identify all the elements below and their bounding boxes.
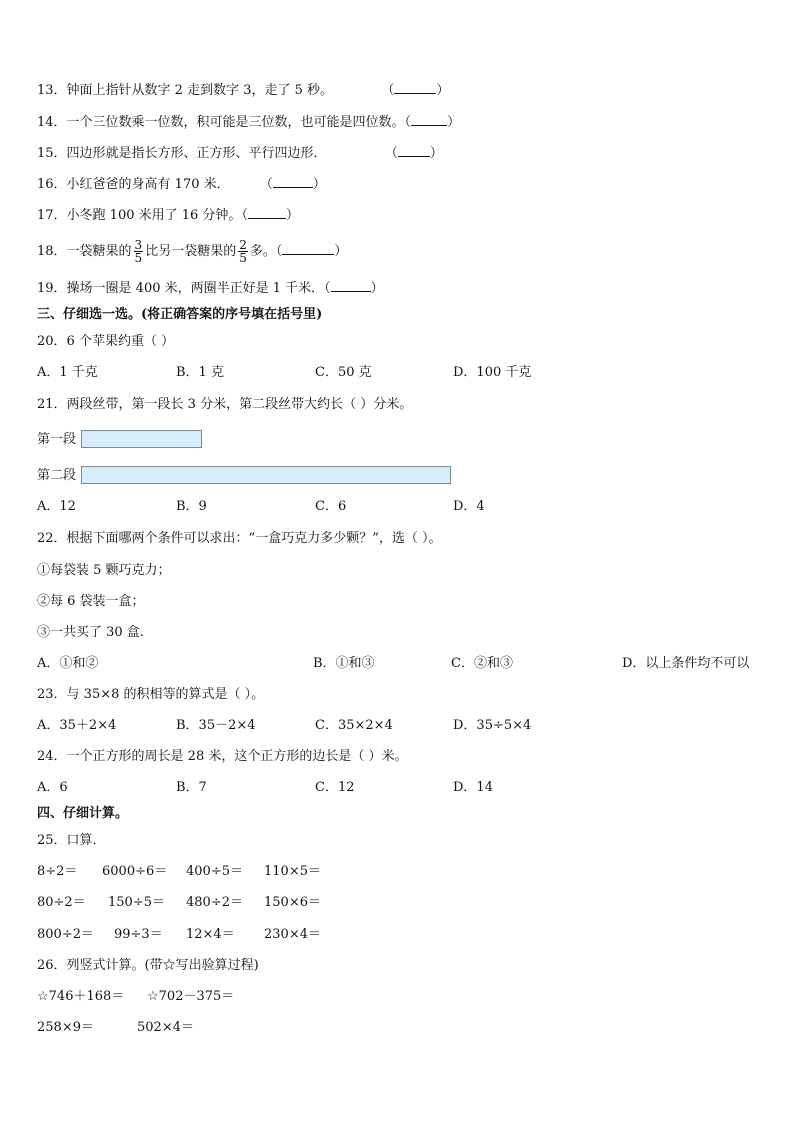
question-26: 26．列竖式计算。(带☆写出验算过程) xyxy=(37,958,259,973)
section-4-heading: 四、仔细计算。 xyxy=(37,806,129,821)
option-b[interactable]: B．9 xyxy=(176,499,207,514)
question-15-text: 15．四边形就是指长方形、正方形、平行四边形． xyxy=(37,146,327,161)
ribbon-bar-1 xyxy=(81,430,202,448)
vertical-calc: 258×9＝ xyxy=(37,1020,94,1035)
question-20: 20．6 个苹果约重（ ） xyxy=(37,334,175,349)
question-18: 18．一袋糖果的 $\frac{3}{5}$ 比另一袋糖果的 $\frac{2}{5}$ 多。（ ） xyxy=(37,238,348,265)
option-c[interactable]: C．6 xyxy=(315,499,347,514)
option-b[interactable]: B．7 xyxy=(176,780,207,795)
question-17: 17．小冬跑 100 米用了 16 分钟。（ ） xyxy=(37,208,299,223)
option-c[interactable]: C．12 xyxy=(315,780,355,795)
question-13: 13．钟面上指针从数字 2 走到数字 3，走了 5 秒。 （ ） xyxy=(37,83,450,98)
condition-1: ①每袋装 5 颗巧克力； xyxy=(37,563,171,578)
question-24: 24．一个正方形的周长是 28 米，这个正方形的边长是（ ）米。 xyxy=(37,749,408,764)
vertical-calc: 502×4＝ xyxy=(137,1020,194,1035)
mental-calc: 99÷3＝ xyxy=(114,927,163,942)
option-b[interactable]: B．①和③ xyxy=(313,656,375,671)
option-d[interactable]: D．以上条件均不可以 xyxy=(622,656,750,671)
option-c[interactable]: C．②和③ xyxy=(451,656,513,671)
mental-calc: 400÷5＝ xyxy=(186,864,243,879)
ribbon-label-2: 第二段 xyxy=(37,468,77,483)
question-23: 23．与 35×8 的积相等的算式是（ ）。 xyxy=(37,687,265,702)
question-13-text: 13．钟面上指针从数字 2 走到数字 3，走了 5 秒。 xyxy=(37,83,334,98)
question-21: 21．两段丝带，第一段长 3 分米，第二段丝带大约长（ ）分米。 xyxy=(37,397,413,412)
answer-blank[interactable] xyxy=(411,114,447,126)
question-16-text: 16．小红爸爸的身高有 170 米． xyxy=(37,177,230,192)
question-19: 19．操场一圈是 400 米，两圈半正好是 1 千米．（ ） xyxy=(37,281,384,296)
option-d[interactable]: D．14 xyxy=(453,780,493,795)
answer-blank[interactable] xyxy=(248,207,286,219)
option-a[interactable]: A．①和② xyxy=(37,656,99,671)
option-b[interactable]: B．1 克 xyxy=(176,365,224,380)
question-14-text: 14．一个三位数乘一位数，积可能是三位数，也可能是四位数。 xyxy=(37,115,405,130)
option-c[interactable]: C．50 克 xyxy=(315,365,372,380)
answer-blank[interactable] xyxy=(394,82,436,94)
option-a[interactable]: A．35＋2×4 xyxy=(37,718,117,733)
question-17-text: 17．小冬跑 100 米用了 16 分钟。 xyxy=(37,208,242,223)
mental-calc: 230×4＝ xyxy=(264,927,321,942)
mental-calc: 6000÷6＝ xyxy=(102,864,168,879)
ribbon-label-1: 第一段 xyxy=(37,432,77,447)
condition-2: ②每 6 袋装一盒； xyxy=(37,594,145,609)
option-c[interactable]: C．35×2×4 xyxy=(315,718,393,733)
answer-blank[interactable] xyxy=(331,280,371,292)
vertical-calc: ☆746＋168＝ xyxy=(37,989,125,1004)
mental-calc: 80÷2＝ xyxy=(37,895,86,910)
option-d[interactable]: D．4 xyxy=(453,499,485,514)
question-22: 22．根据下面哪两个条件可以求出：“一盒巧克力多少颗？”，选（ ）。 xyxy=(37,531,442,546)
answer-blank[interactable] xyxy=(273,176,313,188)
option-d[interactable]: D．100 千克 xyxy=(453,365,532,380)
answer-blank[interactable] xyxy=(282,243,334,255)
question-15: 15．四边形就是指长方形、正方形、平行四边形． （ ） xyxy=(37,146,443,161)
fraction-3-5: $\frac{3}{5}$ xyxy=(134,238,143,265)
option-a[interactable]: A．6 xyxy=(37,780,68,795)
mental-calc: 8÷2＝ xyxy=(37,864,78,879)
condition-3: ③一共买了 30 盒. xyxy=(37,625,144,640)
vertical-calc: ☆702－375＝ xyxy=(147,989,235,1004)
mental-calc: 150×6＝ xyxy=(264,895,321,910)
mental-calc: 150÷5＝ xyxy=(108,895,165,910)
mental-calc: 800÷2＝ xyxy=(37,927,94,942)
fraction-2-5: $\frac{2}{5}$ xyxy=(239,238,247,265)
mental-calc: 12×4＝ xyxy=(186,927,235,942)
option-a[interactable]: A．1 千克 xyxy=(37,365,98,380)
question-19-text: 19．操场一圈是 400 米，两圈半正好是 1 千米． xyxy=(37,281,325,296)
answer-blank[interactable] xyxy=(398,145,430,157)
option-d[interactable]: D．35÷5×4 xyxy=(453,718,532,733)
ribbon-bar-2 xyxy=(81,466,451,484)
mental-calc: 480÷2＝ xyxy=(186,895,243,910)
option-b[interactable]: B．35－2×4 xyxy=(176,718,256,733)
question-25: 25．口算． xyxy=(37,833,106,848)
section-3-heading: 三、仔细选一选。(将正确答案的序号填在括号里) xyxy=(37,307,323,322)
question-14: 14．一个三位数乘一位数，积可能是三位数，也可能是四位数。（ ） xyxy=(37,115,461,130)
mental-calc: 110×5＝ xyxy=(264,864,321,879)
question-16: 16．小红爸爸的身高有 170 米． （ ） xyxy=(37,177,326,192)
option-a[interactable]: A．12 xyxy=(37,499,76,514)
